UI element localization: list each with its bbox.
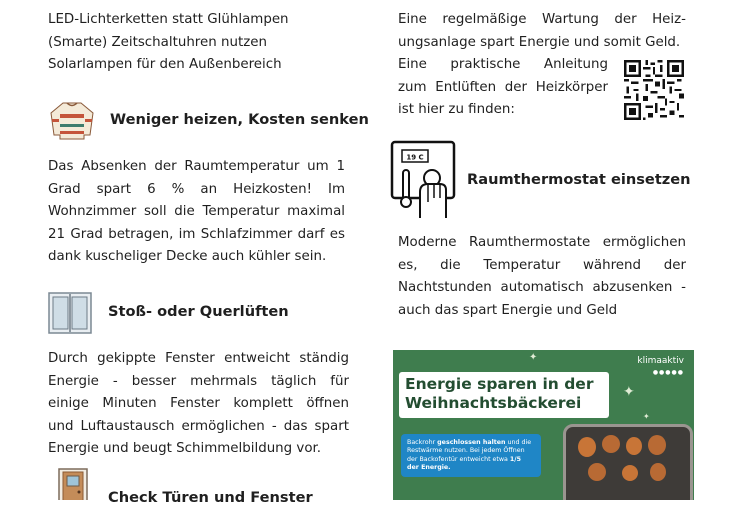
paragraph-heating — [48, 156, 345, 269]
text-line: Energie - besser mehrmals täglich für — [48, 373, 349, 389]
text-line: Nachtstunden automatisch abzusenken - — [398, 280, 686, 296]
cookie — [650, 463, 666, 481]
paragraph-guide — [398, 54, 608, 122]
text-line: dank kuscheliger Decke auch kühler sein. — [48, 249, 327, 265]
window-icon — [48, 292, 92, 334]
cookie — [578, 437, 596, 457]
text-line: Moderne Raumthermostate ermöglichen — [398, 235, 686, 250]
baking-tray — [563, 424, 693, 500]
bubble-text: Backrohr — [407, 439, 438, 446]
text-line: und Luftaustausch ermöglichen - das spart — [48, 418, 349, 434]
cookie — [622, 465, 638, 481]
poster-title-line: Energie sparen in der — [405, 375, 594, 393]
poster-title — [399, 372, 609, 418]
text-line: ist hier zu finden: — [398, 102, 515, 118]
paragraph-ventilation — [48, 348, 349, 461]
text-line: einige Minuten Fenster komplett öffnen — [48, 396, 349, 412]
logo-dots: ●●●●● — [652, 369, 684, 376]
intro-list — [48, 9, 348, 77]
text-line: auch das spart Energie und Geld — [398, 302, 618, 318]
intro-item: (Smarte) Zeitschaltuhren nutzen — [48, 34, 267, 50]
bubble-text: und die Restwärme nutzen. Bei jedem Öffnen der Backofentür entweicht etwa — [407, 439, 532, 463]
bubble-bold: geschlossen halten — [437, 439, 506, 446]
sparkle-icon: ✦ — [643, 412, 650, 421]
thermostat-display: 19 C — [406, 153, 424, 162]
cookie — [626, 437, 642, 455]
qr-code-icon[interactable] — [624, 60, 684, 120]
text-line: Durch gekippte Fenster entweicht ständig — [48, 351, 349, 366]
text-line: Eine regelmäßige Wartung der Heiz- — [398, 12, 686, 27]
poster-title-line: Weihnachtsbäckerei — [405, 394, 582, 412]
baking-poster — [393, 350, 694, 500]
heading-thermostat: Raumthermostat einsetzen — [467, 171, 691, 188]
door-icon — [58, 468, 88, 500]
cookie — [588, 463, 606, 481]
bubble-bold: 1/5 der Energie. — [407, 455, 521, 471]
text-line: 21 Grad betragen, im Schlafzimmer darf es — [48, 226, 345, 242]
text-line: Eine praktische Anleitung — [398, 57, 608, 72]
cookie — [602, 435, 620, 453]
heading-heating: Weniger heizen, Kosten senken — [110, 111, 369, 128]
text-line: Grad spart 6 % an Heizkosten! Im — [48, 181, 345, 197]
paragraph-maintenance — [398, 9, 686, 54]
text-line: zum Entlüften der Heizkörper — [398, 79, 608, 95]
sparkle-icon: ✦ — [529, 352, 538, 363]
paragraph-thermostat — [398, 232, 686, 322]
text-line: es, die Temperatur während der — [398, 257, 686, 273]
info-bubble — [401, 434, 541, 477]
cookie — [648, 435, 666, 455]
intro-item: Solarlampen für den Außenbereich — [48, 57, 282, 73]
heading-doors: Check Türen und Fenster — [108, 489, 313, 506]
text-line: ungsanlage spart Energie und somit Geld. — [398, 34, 681, 50]
text-line: Wohnzimmer soll die Temperatur maximal — [48, 204, 345, 220]
intro-item: LED-Lichterketten statt Glühlampen — [48, 12, 289, 27]
text-line: Energie und beugt Schimmelbildung vor. — [48, 441, 322, 457]
klimaaktiv-logo: klimaaktiv — [637, 356, 684, 366]
thermostat-icon — [390, 140, 456, 220]
heading-ventilation: Stoß- oder Querlüften — [108, 303, 289, 320]
text-line: Das Absenken der Raumtemperatur um 1 — [48, 159, 345, 174]
sweater-icon — [49, 100, 95, 140]
sparkle-icon: ✦ — [623, 384, 635, 400]
